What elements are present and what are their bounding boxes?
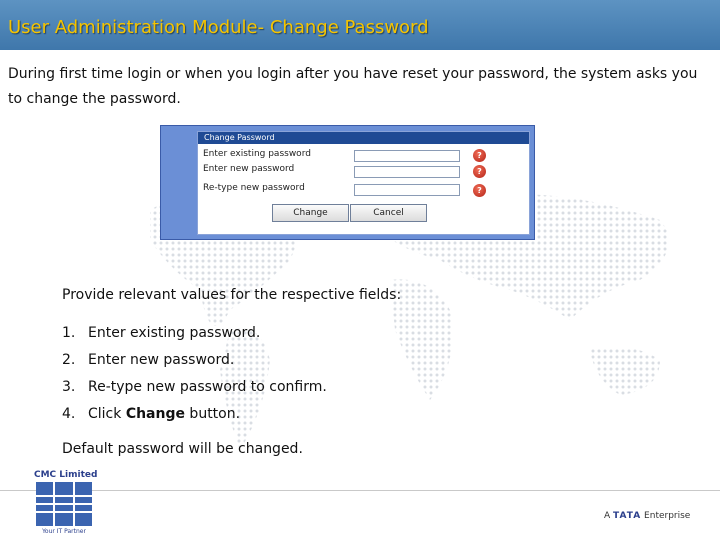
change-button[interactable]: Change [272,204,349,222]
cmc-company-name: CMC Limited [34,470,98,480]
step-text-bold: Change [125,406,185,422]
help-icon[interactable]: ? [473,149,486,162]
cmc-tagline: Your IT Partner [42,528,86,535]
cancel-button[interactable]: Cancel [350,204,427,222]
step-number: 1. [62,325,76,341]
steps-list [62,320,327,428]
list-item [62,347,327,374]
step-number: 2. [62,352,76,368]
dialog-body [197,131,530,235]
instructions [62,287,662,303]
cmc-logo-icon [36,482,92,526]
step-text: button. [184,406,241,422]
tata-enterprise-logo [604,511,690,521]
tata-prefix: A [604,511,611,521]
title-bar [0,0,720,50]
change-password-dialog [160,125,535,240]
tata-brand: TATA [613,511,642,521]
step-text: Click [88,406,126,422]
list-item [62,374,327,401]
step-text: Enter existing password. [88,325,261,341]
intro-text: During first time login or when you login after you have reset your password, the system asks you to change the password. [8,66,698,107]
existing-password-input[interactable] [354,150,460,162]
closing-note: Default password will be changed. [62,441,303,457]
footer-divider [0,490,720,491]
step-number: 4. [62,406,76,422]
list-item [62,320,327,347]
step-text: Re-type new password to confirm. [88,379,327,395]
tata-suffix: Enterprise [644,511,691,521]
step-text: Enter new password. [88,352,235,368]
retype-password-input[interactable] [354,184,460,196]
dialog-header: Change Password [198,132,529,144]
step-number: 3. [62,379,76,395]
new-password-label: Enter new password [203,164,295,174]
new-password-input[interactable] [354,166,460,178]
retype-password-label: Re-type new password [203,183,305,193]
instructions-lead: Provide relevant values for the respective fields: [62,287,402,303]
help-icon[interactable]: ? [473,165,486,178]
help-icon[interactable]: ? [473,184,486,197]
list-item [62,401,327,428]
cmc-logo [34,470,98,538]
existing-password-label: Enter existing password [203,149,311,159]
slide-title: User Administration Module- Change Password [8,17,429,38]
